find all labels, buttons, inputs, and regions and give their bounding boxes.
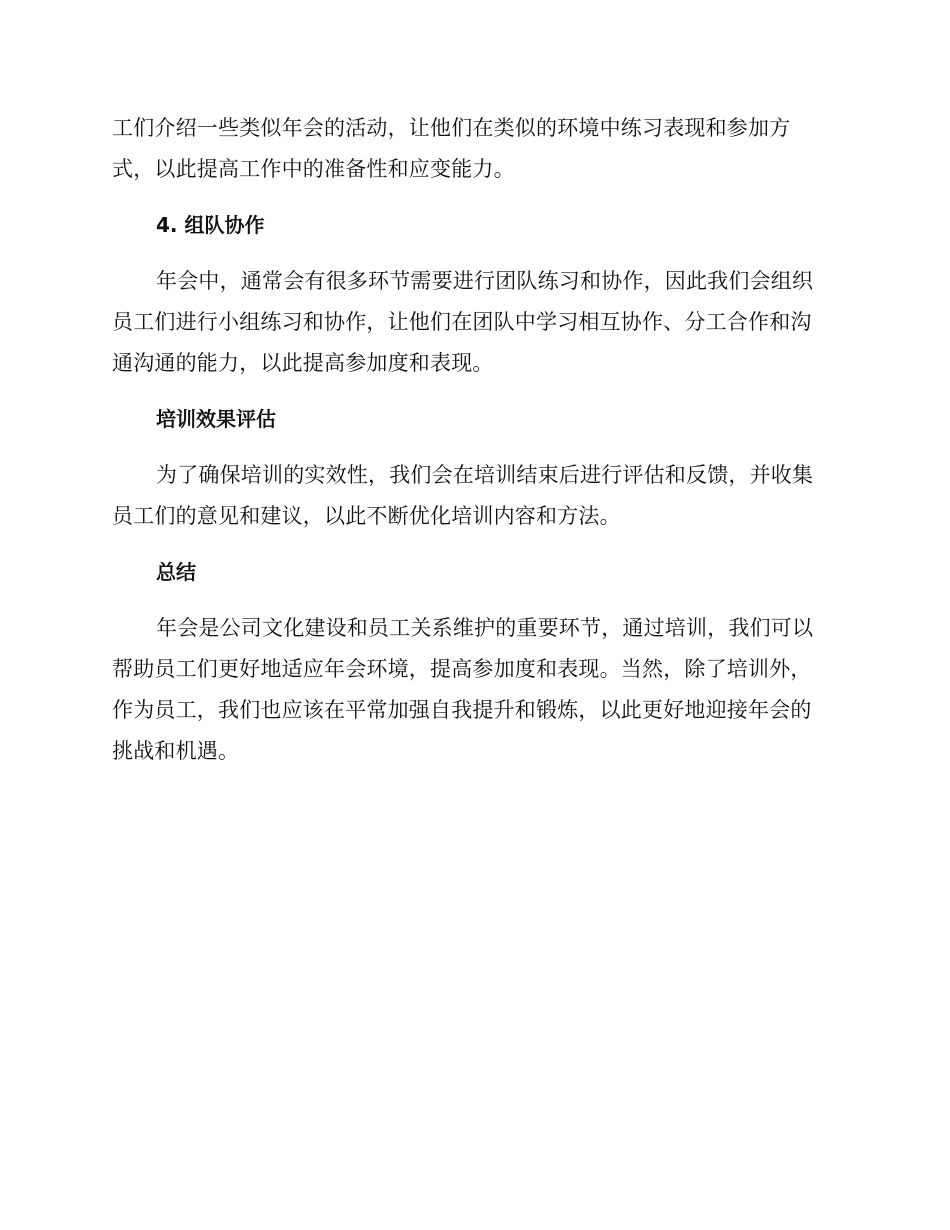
paragraph-line: 员工们的意见和建议，以此不断优化培训内容和方法。	[112, 504, 621, 528]
paragraph-line: 挑战和机遇。	[112, 739, 240, 763]
paragraph-line: 式，以此提高工作中的准备性和应变能力。	[112, 157, 515, 181]
paragraph-line: 为了确保培训的实效性，我们会在培训结束后进行评估和反馈，并收集	[156, 463, 814, 487]
document-body	[112, 108, 836, 772]
section-paragraph-teamwork	[112, 261, 836, 384]
paragraph-line: 工们介绍一些类似年会的活动，让他们在类似的环境中练习表现和参加方	[112, 116, 791, 140]
paragraph-line: 作为员工，我们也应该在平常加强自我提升和锻炼，以此更好地迎接年会的	[112, 698, 812, 722]
section-heading-teamwork: 4. 组队协作	[156, 213, 265, 237]
paragraph-line: 年会中，通常会有很多环节需要进行团队练习和协作，因此我们会组织	[156, 269, 814, 293]
section-paragraph-evaluation	[112, 455, 836, 537]
section-heading-evaluation: 培训效果评估	[156, 407, 276, 431]
intro-paragraph	[112, 108, 836, 190]
section-heading-summary: 总结	[156, 560, 196, 584]
section-paragraph-summary	[112, 608, 836, 772]
paragraph-line: 年会是公司文化建设和员工关系维护的重要环节，通过培训，我们可以	[156, 616, 814, 640]
paragraph-line: 员工们进行小组练习和协作，让他们在团队中学习相互协作、分工合作和沟	[112, 310, 812, 334]
paragraph-line: 帮助员工们更好地适应年会环境，提高参加度和表现。当然，除了培训外，	[112, 657, 812, 681]
paragraph-line: 通沟通的能力，以此提高参加度和表现。	[112, 351, 494, 375]
